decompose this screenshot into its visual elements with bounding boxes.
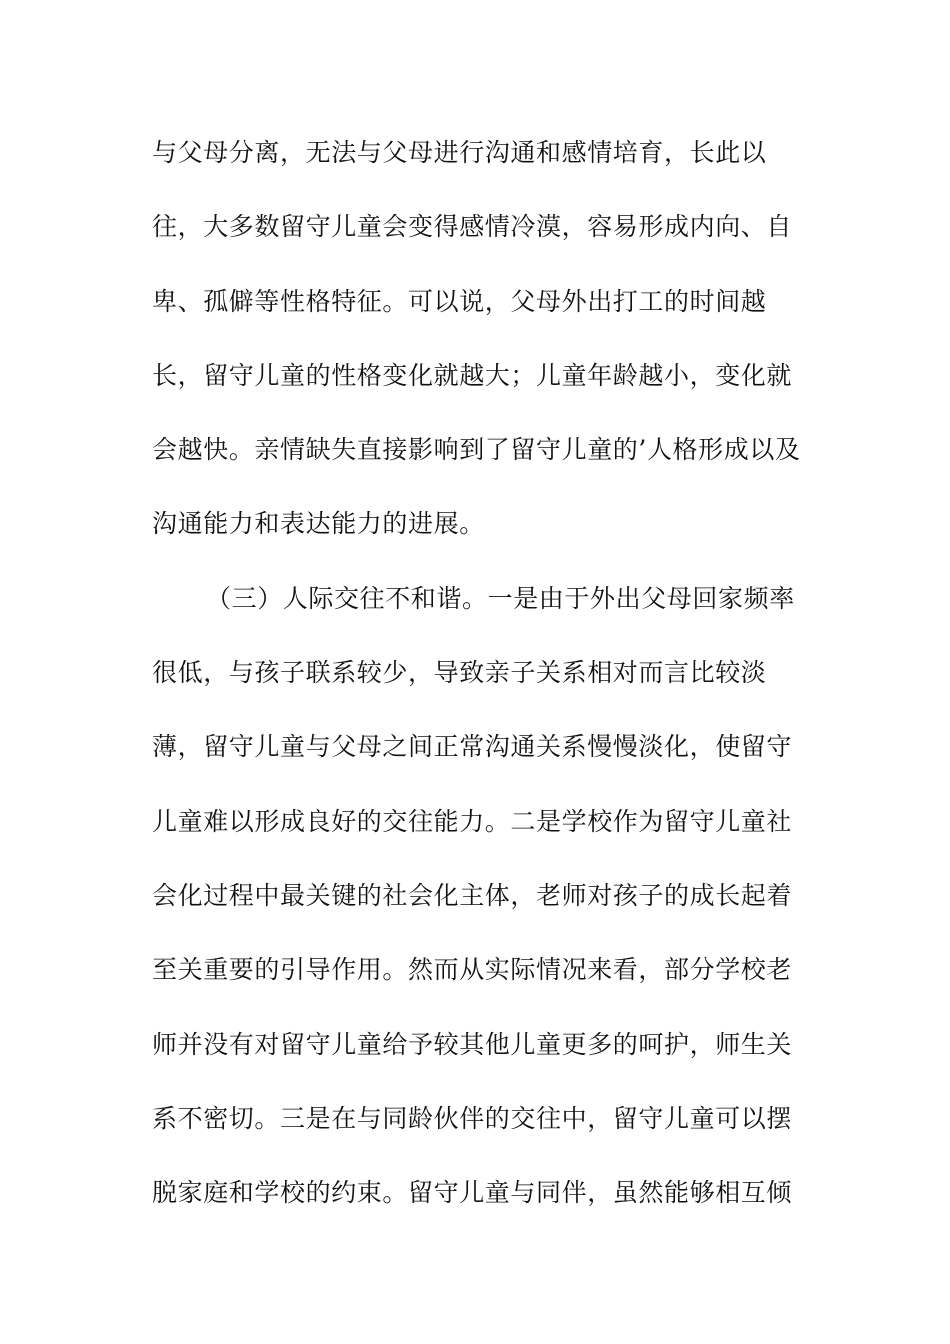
text-line-11: 会化过程中最关键的社会化主体，老师对孩子的成长起着 — [152, 880, 793, 910]
text-line-1: 与父母分离，无法与父母进行沟通和感情培育，长此以 — [152, 138, 767, 167]
text-line-13: 师并没有对留守儿童给予较其他儿童更多的呵护，师生关 — [152, 1029, 793, 1059]
text-line-10: 儿童难以形成良好的交往能力。二是学校作为留守儿童社 — [152, 806, 793, 836]
text-line-5: 会越快。亲情缺失直接影响到了留守儿童的’人格形成以及 — [152, 435, 801, 465]
text-line-8: 很低，与孩子联系较少，导致亲子关系相对而言比较淡 — [152, 658, 767, 688]
text-line-2: 往，大多数留守儿童会变得感情冷漠，容易形成内向、自 — [152, 212, 793, 242]
body-text — [152, 128, 812, 1242]
text-line-3: 卑、孤僻等性格特征。可以说，父母外出打工的时间越 — [152, 286, 767, 316]
text-line-4: 长，留守儿童的性格变化就越大；儿童年龄越小，变化就 — [152, 360, 793, 390]
text-line-14: 系不密切。三是在与同龄伙伴的交往中，留守儿童可以摆 — [152, 1103, 793, 1133]
text-line-15: 脱家庭和学校的约束。留守儿童与同伴，虽然能够相互倾 — [152, 1178, 793, 1208]
text-line-9: 薄，留守儿童与父母之间正常沟通关系慢慢淡化，使留守 — [152, 732, 793, 762]
section-heading-line: （三）人际交往不和谐。一是由于外出父母回家频率 — [206, 583, 795, 613]
text-line-12: 至关重要的引导作用。然而从实际情况来看，部分学校老 — [152, 955, 793, 985]
text-line-6: 沟通能力和表达能力的进展。 — [152, 509, 485, 539]
